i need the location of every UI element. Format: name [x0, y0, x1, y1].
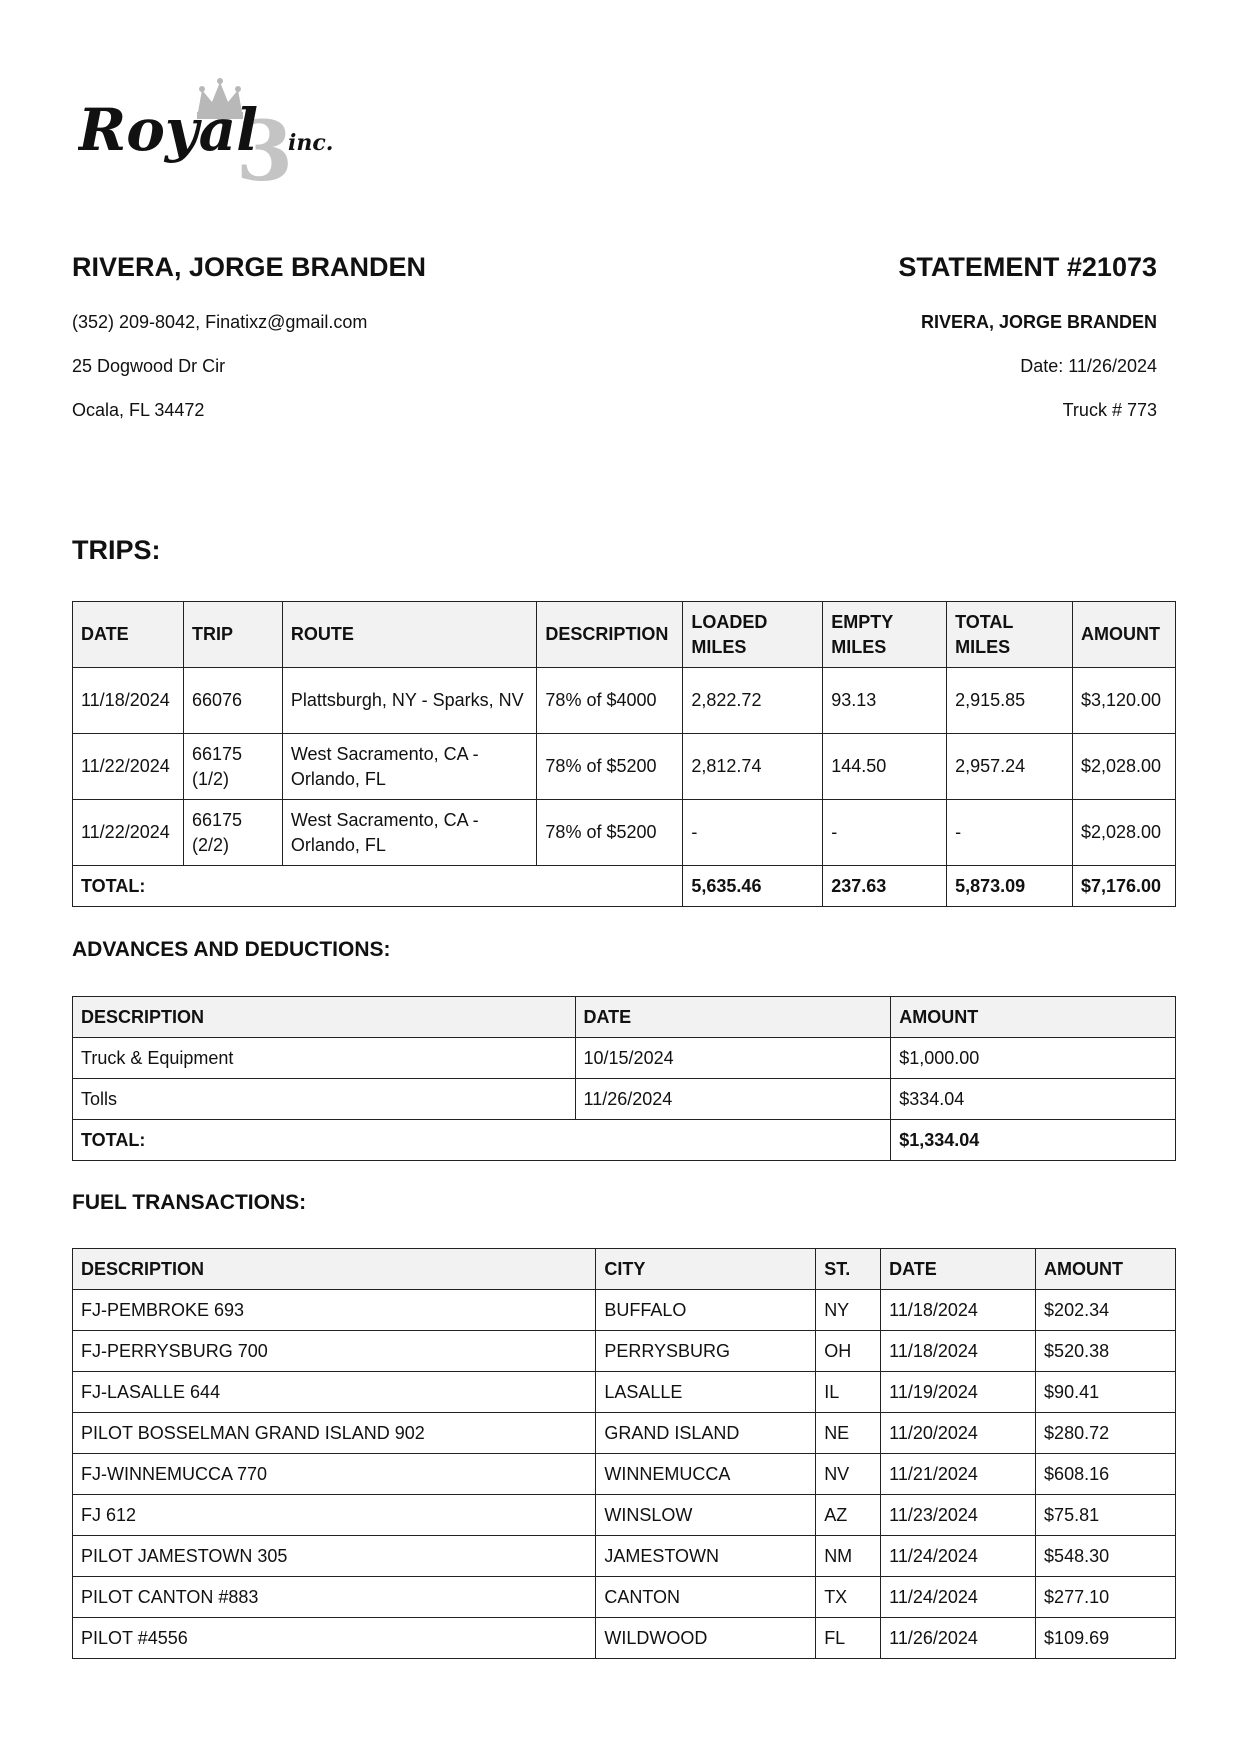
table-cell: 11/18/2024	[881, 1290, 1036, 1331]
total-total-miles: 5,873.09	[947, 866, 1073, 907]
table-cell: FJ-PERRYSBURG 700	[73, 1331, 596, 1372]
table-cell: 78% of $4000	[537, 668, 683, 734]
table-cell: West Sacramento, CA - Orlando, FL	[282, 734, 537, 800]
column-header: AMOUNT	[891, 997, 1176, 1038]
total-loaded-miles: 5,635.46	[683, 866, 823, 907]
table-cell: 11/26/2024	[575, 1079, 891, 1120]
fuel-table	[72, 1248, 1176, 1659]
table-cell: 78% of $5200	[537, 800, 683, 866]
column-header: DESCRIPTION	[73, 1249, 596, 1290]
table-row	[73, 1038, 1176, 1079]
fuel-header-row	[73, 1249, 1176, 1290]
table-cell: WINSLOW	[596, 1495, 816, 1536]
column-header: CITY	[596, 1249, 816, 1290]
table-cell: -	[823, 800, 947, 866]
table-cell: 11/18/2024	[881, 1331, 1036, 1372]
table-cell: FJ-PEMBROKE 693	[73, 1290, 596, 1331]
column-header: AMOUNT	[1072, 602, 1175, 668]
table-cell: PILOT BOSSELMAN GRAND ISLAND 902	[73, 1413, 596, 1454]
table-cell: BUFFALO	[596, 1290, 816, 1331]
total-amount: $7,176.00	[1072, 866, 1175, 907]
table-cell: 11/22/2024	[73, 734, 184, 800]
column-header: TRIP	[183, 602, 282, 668]
statement-date: Date: 11/26/2024	[1020, 356, 1157, 376]
table-row	[73, 1536, 1176, 1577]
table-row	[73, 1290, 1176, 1331]
table-cell: 11/26/2024	[881, 1618, 1036, 1659]
table-cell: OH	[816, 1331, 881, 1372]
table-cell: $608.16	[1036, 1454, 1176, 1495]
table-cell: PERRYSBURG	[596, 1331, 816, 1372]
table-cell: $548.30	[1036, 1536, 1176, 1577]
driver-name: RIVERA, JORGE BRANDEN	[72, 252, 427, 282]
table-cell: West Sacramento, CA - Orlando, FL	[282, 800, 537, 866]
column-header: LOADED MILES	[683, 602, 823, 668]
table-cell: 2,915.85	[947, 668, 1073, 734]
table-cell: NE	[816, 1413, 881, 1454]
column-header: AMOUNT	[1036, 1249, 1176, 1290]
table-row	[73, 1454, 1176, 1495]
table-row	[73, 734, 1176, 800]
table-row	[73, 1577, 1176, 1618]
table-cell: $90.41	[1036, 1372, 1176, 1413]
statement-title: STATEMENT #21073	[898, 252, 1157, 282]
table-cell: 78% of $5200	[537, 734, 683, 800]
table-cell: Tolls	[73, 1079, 576, 1120]
trips-table	[72, 601, 1176, 907]
table-cell: IL	[816, 1372, 881, 1413]
table-row	[73, 1372, 1176, 1413]
table-cell: GRAND ISLAND	[596, 1413, 816, 1454]
svg-text:inc.: inc.	[288, 130, 334, 156]
table-cell: -	[947, 800, 1073, 866]
table-cell: TX	[816, 1577, 881, 1618]
table-cell: $3,120.00	[1072, 668, 1175, 734]
table-cell: CANTON	[596, 1577, 816, 1618]
table-cell: 11/22/2024	[73, 800, 184, 866]
advances-total-row	[73, 1120, 1176, 1161]
table-cell: 11/23/2024	[881, 1495, 1036, 1536]
column-header: EMPTY MILES	[823, 602, 947, 668]
table-cell: $75.81	[1036, 1495, 1176, 1536]
table-cell: 144.50	[823, 734, 947, 800]
table-cell: PILOT JAMESTOWN 305	[73, 1536, 596, 1577]
driver-contact: (352) 209-8042, Finatixz@gmail.com	[72, 312, 368, 332]
table-cell: $1,000.00	[891, 1038, 1176, 1079]
table-row	[73, 1413, 1176, 1454]
table-cell: NV	[816, 1454, 881, 1495]
table-cell: 2,812.74	[683, 734, 823, 800]
column-header: DATE	[575, 997, 891, 1038]
table-cell: WINNEMUCCA	[596, 1454, 816, 1495]
table-cell: 11/19/2024	[881, 1372, 1036, 1413]
trips-header-row	[73, 602, 1176, 668]
table-cell: 66175 (1/2)	[183, 734, 282, 800]
advances-table	[72, 996, 1176, 1161]
trips-total-row	[73, 866, 1176, 907]
table-cell: JAMESTOWN	[596, 1536, 816, 1577]
table-cell: 10/15/2024	[575, 1038, 891, 1079]
table-cell: 11/20/2024	[881, 1413, 1036, 1454]
table-cell: PILOT #4556	[73, 1618, 596, 1659]
driver-address-line1: 25 Dogwood Dr Cir	[72, 356, 226, 376]
table-cell: NY	[816, 1290, 881, 1331]
company-logo	[78, 78, 378, 190]
column-header: DESCRIPTION	[73, 997, 576, 1038]
column-header: ST.	[816, 1249, 881, 1290]
table-cell: FJ-LASALLE 644	[73, 1372, 596, 1413]
total-empty-miles: 237.63	[823, 866, 947, 907]
table-row	[73, 1495, 1176, 1536]
table-cell: $2,028.00	[1072, 800, 1175, 866]
trips-heading: TRIPS:	[72, 535, 161, 565]
table-cell: $280.72	[1036, 1413, 1176, 1454]
table-cell: $520.38	[1036, 1331, 1176, 1372]
table-cell: WILDWOOD	[596, 1618, 816, 1659]
column-header: DESCRIPTION	[537, 602, 683, 668]
column-header: DATE	[73, 602, 184, 668]
column-header: TOTAL MILES	[947, 602, 1073, 668]
total-amount: $1,334.04	[891, 1120, 1176, 1161]
table-cell: $2,028.00	[1072, 734, 1175, 800]
svg-text:3: 3	[236, 104, 294, 190]
table-cell: $334.04	[891, 1079, 1176, 1120]
table-cell: $277.10	[1036, 1577, 1176, 1618]
table-cell: AZ	[816, 1495, 881, 1536]
table-row	[73, 800, 1176, 866]
total-label: TOTAL:	[73, 866, 683, 907]
table-cell: NM	[816, 1536, 881, 1577]
table-cell: 93.13	[823, 668, 947, 734]
table-cell: 11/21/2024	[881, 1454, 1036, 1495]
table-cell: 66076	[183, 668, 282, 734]
column-header: DATE	[881, 1249, 1036, 1290]
table-cell: 2,957.24	[947, 734, 1073, 800]
table-cell: $109.69	[1036, 1618, 1176, 1659]
fuel-heading: FUEL TRANSACTIONS:	[72, 1191, 307, 1214]
table-cell: $202.34	[1036, 1290, 1176, 1331]
table-cell: Plattsburgh, NY - Sparks, NV	[282, 668, 537, 734]
table-row	[73, 668, 1176, 734]
table-cell: 11/24/2024	[881, 1536, 1036, 1577]
table-cell: 11/24/2024	[881, 1577, 1036, 1618]
table-cell: LASALLE	[596, 1372, 816, 1413]
table-cell: FJ-WINNEMUCCA 770	[73, 1454, 596, 1495]
table-cell: 11/18/2024	[73, 668, 184, 734]
driver-address-line2: Ocala, FL 34472	[72, 400, 205, 420]
table-cell: 2,822.72	[683, 668, 823, 734]
statement-truck: Truck # 773	[1062, 400, 1157, 420]
table-cell: Truck & Equipment	[73, 1038, 576, 1079]
advances-header-row	[73, 997, 1176, 1038]
table-cell: -	[683, 800, 823, 866]
advances-heading: ADVANCES AND DEDUCTIONS:	[72, 938, 391, 961]
total-label: TOTAL:	[73, 1120, 891, 1161]
table-cell: 66175 (2/2)	[183, 800, 282, 866]
table-cell: FL	[816, 1618, 881, 1659]
statement-name: RIVERA, JORGE BRANDEN	[920, 312, 1157, 332]
table-row	[73, 1331, 1176, 1372]
table-cell: FJ 612	[73, 1495, 596, 1536]
table-row	[73, 1079, 1176, 1120]
table-row	[73, 1618, 1176, 1659]
table-cell: PILOT CANTON #883	[73, 1577, 596, 1618]
column-header: ROUTE	[282, 602, 537, 668]
svg-text:Royal: Royal	[78, 96, 259, 164]
